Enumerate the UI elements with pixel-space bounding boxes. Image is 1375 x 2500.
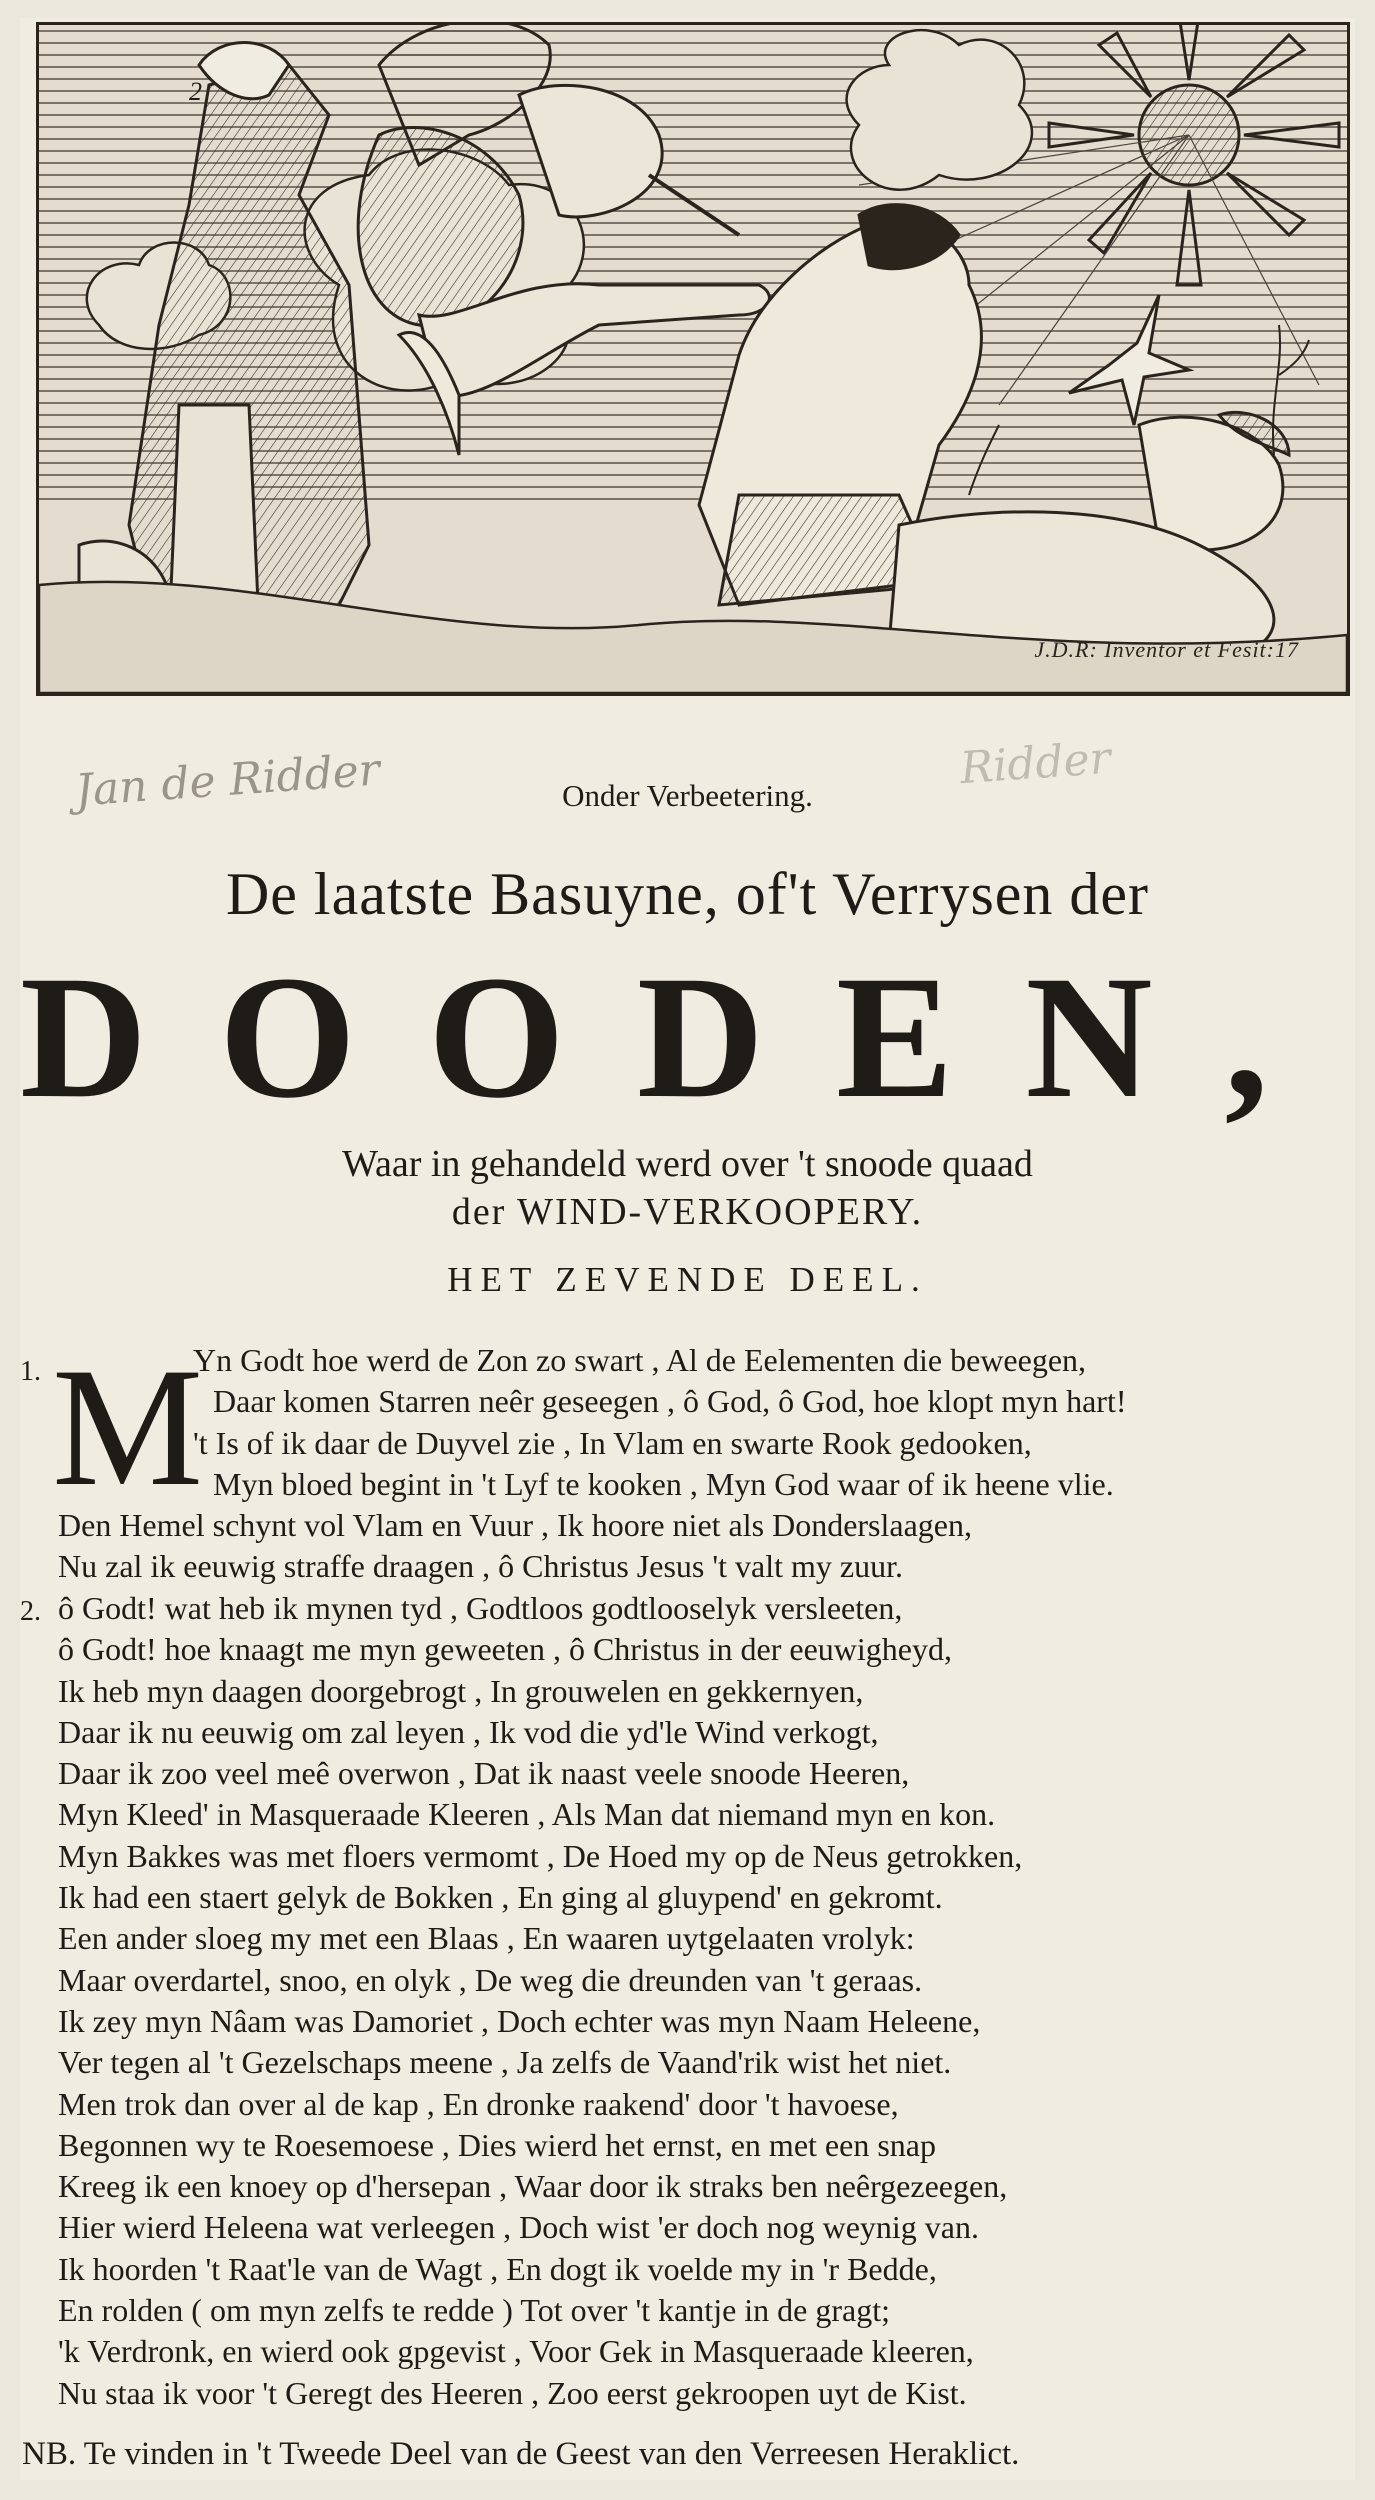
verse-line: 't Is of ik daar de Duyvel zie , In Vlam en swarte Rook gedooken,: [193, 1424, 1032, 1461]
verse-line: Daar komen Starren neêr geseegen , ô God, ô God, hoe klopt myn hart!: [213, 1383, 1127, 1420]
subtitle-line-2: der WIND-VERKOOPERY.: [451, 1191, 924, 1233]
drop-capital: M: [52, 1333, 204, 1521]
verse-line: Ik hoorden 't Raat'le van de Wagt , En dogt ik voelde my in 'r Bedde,: [58, 2250, 937, 2287]
title-line-2: DOODEN,: [20, 940, 1341, 1135]
verse-line: 'k Verdronk, en wierd ook gpgevist , Voor Gek in Masqueraade kleeren,: [58, 2333, 974, 2370]
subtitle: [0, 1140, 1375, 1236]
engraving-drawing: [39, 25, 1347, 693]
verse-2: [58, 1588, 1358, 2414]
tagline: Onder Verbeetering.: [562, 778, 813, 813]
verse-1: [58, 1340, 1358, 1588]
verse-line: Ik zey myn Nâam was Damoriet , Doch echter was myn Naam Heleene,: [58, 2002, 981, 2039]
verse-line: Ver tegen al 't Gezelschaps meene , Ja zelfs de Vaand'rik wist het niet.: [58, 2044, 952, 2081]
handwritten-note-left: Jan de Ridder: [73, 744, 382, 817]
title-line-1: De laatste Basuyne, of't Verrysen der: [225, 861, 1150, 927]
engraving-illustration: [36, 22, 1350, 696]
verse-line: Myn Kleed' in Masqueraade Kleeren , Als Man dat niemand myn en kon.: [58, 1796, 996, 1833]
verse-line: Ik had een staert gelyk de Bokken , En ging al gluypend' en gekromt.: [58, 1879, 943, 1916]
verse-line: Begonnen wy te Roesemoese , Dies wierd het ernst, en met een snap: [58, 2126, 936, 2163]
verse-line: Kreeg ik een knoey op d'hersepan , Waar door ik straks ben neêrgezeegen,: [58, 2168, 1008, 2205]
verse-2-number: 2.: [20, 1596, 41, 1627]
verse-line: Myn Bakkes was met floers vermomt , De Hoed my op de Neus getrokken,: [58, 1837, 1023, 1874]
verse-line: Hier wierd Heleena wat verleegen , Doch wist 'er doch nog weynig van.: [58, 2209, 979, 2246]
plate-number: 2: [189, 77, 202, 106]
verse-line: Daar ik zoo veel meê overwon , Dat ik naast veele snoode Heeren,: [58, 1755, 910, 1792]
verse-line: ô Godt! hoe knaagt me myn geweeten , ô Christus in der eeuwigheyd,: [58, 1631, 952, 1668]
footnote: NB. Te vinden in 't Tweede Deel van de Geest van den Verreesen Heraklict.: [22, 2436, 1020, 2472]
part-heading: HET ZEVENDE DEEL.: [447, 1260, 928, 1299]
engraver-signature: J.D.R: Inventor et Fesit:17: [1034, 637, 1299, 662]
verse-line: Een ander sloeg my met een Blaas , En waaren uytgelaaten vrolyk:: [58, 1920, 915, 1957]
verse-line: Men trok dan over al de kap , En dronke raakend' door 't havoese,: [58, 2085, 899, 2122]
verse-line: Myn bloed begint in 't Lyf te kooken , Myn God waar of ik heene vlie.: [213, 1465, 1114, 1502]
verse-line: Den Hemel schynt vol Vlam en Vuur , Ik hoore niet als Donderslaagen,: [58, 1507, 972, 1544]
verse-line: Nu staa ik voor 't Geregt des Heeren , Zoo eerst gekroopen uyt de Kist.: [58, 2374, 967, 2411]
verse-line: Yn Godt hoe werd de Zon zo swart , Al de Eelementen die beweegen,: [193, 1342, 1087, 1378]
verse-line: ô Godt! wat heb ik mynen tyd , Godtloos godtlooselyk versleeten,: [58, 1590, 903, 1626]
verse-line: Ik heb myn daagen doorgebrogt , In grouwelen en gekkernyen,: [58, 1672, 864, 1709]
verse-line: Nu zal ik eeuwig straffe draagen , ô Christus Jesus 't valt my zuur.: [58, 1548, 903, 1585]
verse-line: Daar ik nu eeuwig om zal leyen , Ik vod die yd'le Wind verkogt,: [58, 1713, 879, 1750]
verse-1-number: 1.: [20, 1356, 41, 1387]
verse-line: Maar overdartel, snoo, en olyk , De weg die dreunden van 't geraas.: [58, 1961, 923, 1998]
subtitle-line-1: Waar in gehandeld werd over 't snoode quaad: [342, 1143, 1033, 1185]
handwritten-note-right: Ridder: [958, 732, 1113, 795]
verse-line: En rolden ( om myn zelfs te redde ) Tot over 't kantje in de gragt;: [58, 2292, 891, 2329]
